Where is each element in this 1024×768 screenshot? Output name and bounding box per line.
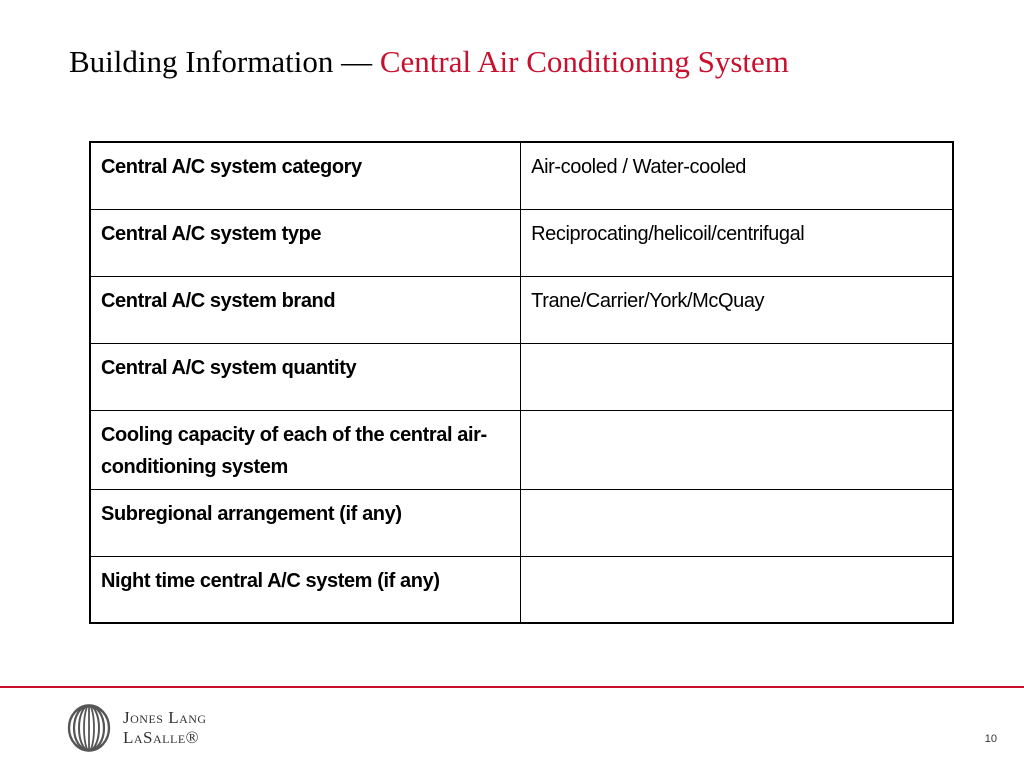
row-value <box>521 556 953 623</box>
row-label: Central A/C system type <box>90 209 521 276</box>
row-value <box>521 410 953 489</box>
table-row <box>90 410 953 489</box>
logo-wordmark <box>123 708 207 748</box>
row-label: Central A/C system category <box>90 142 521 209</box>
table-row <box>90 142 953 209</box>
company-logo <box>67 704 207 752</box>
row-label: Central A/C system quantity <box>90 343 521 410</box>
row-value: Air-cooled / Water-cooled <box>521 142 953 209</box>
table-row <box>90 209 953 276</box>
slide-title-accent: Central Air Conditioning System <box>379 44 789 79</box>
row-value <box>521 343 953 410</box>
row-value <box>521 489 953 556</box>
table-row <box>90 276 953 343</box>
table-row <box>90 343 953 410</box>
logo-line-1: Jones Lang <box>123 708 207 727</box>
row-value: Trane/Carrier/York/McQuay <box>521 276 953 343</box>
logo-line-2: LaSalle® <box>123 728 200 747</box>
jll-logo-icon <box>67 704 111 752</box>
table-row <box>90 556 953 623</box>
row-value: Reciprocating/helicoil/centrifugal <box>521 209 953 276</box>
row-label: Night time central A/C system (if any) <box>90 556 521 623</box>
page-number: 10 <box>984 733 997 745</box>
slide-title <box>69 40 789 84</box>
building-info-table <box>89 141 954 624</box>
row-label: Cooling capacity of each of the central air-conditioning system <box>90 410 521 489</box>
slide-title-main: Building Information — <box>69 44 380 79</box>
table-row <box>90 489 953 556</box>
row-label: Subregional arrangement (if any) <box>90 489 521 556</box>
row-label: Central A/C system brand <box>90 276 521 343</box>
footer-divider <box>0 686 1024 688</box>
